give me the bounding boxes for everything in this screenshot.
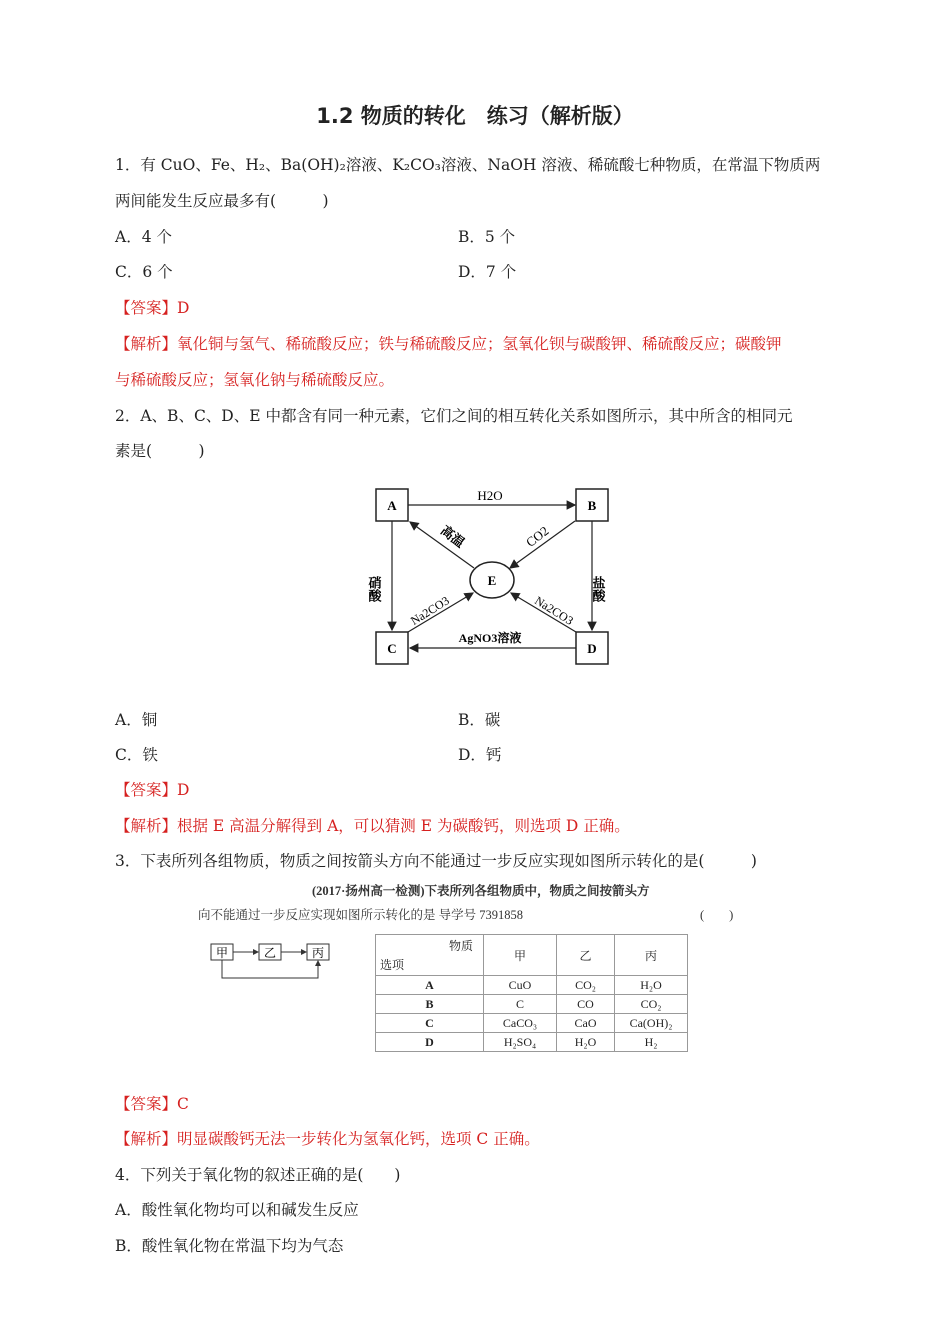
table-row <box>376 976 688 995</box>
q1-analysis-line1: 【解析】氧化铜与氢气、稀硫酸反应；铁与稀硫酸反应；氢氧化钡与碳酸钾、稀硫酸反应；碳酸钾 <box>115 335 782 353</box>
table-cell: H₂O <box>615 976 688 995</box>
edge-label-h2o: H2O <box>477 488 503 503</box>
node-c-label: C <box>387 641 397 656</box>
q2-option-b: B．碳 <box>458 711 501 729</box>
corner-top-label: 物质 <box>448 939 473 953</box>
q3-answer: 【答案】C <box>115 1095 189 1113</box>
q2-option-d: D．钙 <box>458 746 502 764</box>
table-cell: H₂SO₄ <box>484 1033 557 1052</box>
table-cell: C <box>376 1014 484 1033</box>
edge-label-agno3: AgNO3溶液 <box>458 631 522 645</box>
table-cell: Ca(OH)₂ <box>615 1014 688 1033</box>
q2-stem-line1: 2．A、B、C、D、E 中都含有同一种元素，它们之间的相互转化关系如图所示，其中所含的相同元 <box>115 407 793 425</box>
table-cell: C <box>484 995 557 1014</box>
table-cell: CO <box>557 995 615 1014</box>
q2-option-a: A．铜 <box>115 711 158 729</box>
q4-option-b: B．酸性氧化物在常温下均为气态 <box>115 1237 344 1255</box>
node-e-label: E <box>487 573 497 588</box>
q3-flow-diagram <box>205 938 340 988</box>
corner-bottom-label: 选项 <box>380 958 405 972</box>
edge-label-co2: CO2 <box>522 522 552 550</box>
q2-answer: 【答案】D <box>115 781 190 799</box>
q3-image-line1: (2017·扬州高一检测)下表所列各组物质中，物质之间按箭头方 <box>312 884 650 898</box>
q3-image-line2: 向不能通过一步反应实现如图所示转化的是 导学号 7391858 <box>198 908 524 922</box>
table-row <box>376 995 688 1014</box>
table-cell: B <box>376 995 484 1014</box>
table-corner-cell <box>376 935 484 976</box>
q1-option-a: A．4 个 <box>115 228 172 246</box>
flow-bing-label: 丙 <box>311 946 325 960</box>
edge-label-na2co3-left: Na2CO3 <box>408 593 452 628</box>
q1-option-d: D．7 个 <box>458 263 517 281</box>
q1-stem-line1: 1．有 CuO、Fe、H₂、Ba(OH)₂溶液、K₂CO₃溶液、NaOH 溶液、稀硫酸七种物质，在常温下物质两 <box>115 156 821 174</box>
table-cell: CO₂ <box>557 976 615 995</box>
q3-analysis: 【解析】明显碳酸钙无法一步转化为氢氧化钙，选项 C 正确。 <box>115 1130 540 1148</box>
q1-option-b: B．5 个 <box>458 228 516 246</box>
edge-label-high-temp: 高温 <box>437 522 468 551</box>
table-row <box>376 1033 688 1052</box>
conversion-diagram <box>366 480 620 675</box>
node-d-label: D <box>587 641 597 656</box>
table-cell: H₂ <box>615 1033 688 1052</box>
table-cell: H₂O <box>557 1033 615 1052</box>
table-row <box>376 1014 688 1033</box>
table-header-row <box>376 935 688 976</box>
q1-stem-line2: 两间能发生反应最多有( ) <box>115 192 329 210</box>
edge-label-na2co3-right: Na2CO3 <box>532 593 576 628</box>
node-b-label: B <box>587 498 597 513</box>
q3-stem: 3．下表所列各组物质，物质之间按箭头方向不能通过一步反应实现如图所示转化的是( ) <box>115 852 757 870</box>
flow-jia-label: 甲 <box>215 946 229 960</box>
table-header-cell: 丙 <box>615 935 688 976</box>
q1-option-c: C．6 个 <box>115 263 173 281</box>
q4-option-a: A．酸性氧化物均可以和碱发生反应 <box>115 1201 359 1219</box>
q2-stem-line2: 素是( ) <box>115 442 205 460</box>
node-a-label: A <box>387 498 397 513</box>
q1-analysis-line2: 与稀硫酸反应；氢氧化钠与稀硫酸反应。 <box>115 371 395 389</box>
edge-label-nitric-acid: 硝酸 <box>366 576 382 602</box>
table-header-cell: 甲 <box>484 935 557 976</box>
table-cell: D <box>376 1033 484 1052</box>
edge-label-hydrochloric-acid: 盐酸 <box>590 576 606 602</box>
table-header-cell: 乙 <box>557 935 615 976</box>
q2-option-c: C．铁 <box>115 746 158 764</box>
page-title: 1.2 物质的转化 练习（解析版） <box>316 104 634 128</box>
table-cell: CaCO₃ <box>484 1014 557 1033</box>
q3-table <box>375 934 688 1052</box>
flow-yi-label: 乙 <box>263 946 277 960</box>
flow-arrow-jia-bing <box>222 960 318 978</box>
table-cell: CuO <box>484 976 557 995</box>
q2-analysis: 【解析】根据 E 高温分解得到 A，可以猜测 E 为碳酸钙，则选项 D 正确。 <box>115 817 630 835</box>
table-cell: CaO <box>557 1014 615 1033</box>
table-cell: CO₂ <box>615 995 688 1014</box>
q4-stem: 4．下列关于氧化物的叙述正确的是( ) <box>115 1166 401 1184</box>
q3-image-paren: ( ) <box>700 908 734 922</box>
table-cell: A <box>376 976 484 995</box>
q1-answer: 【答案】D <box>115 299 190 317</box>
